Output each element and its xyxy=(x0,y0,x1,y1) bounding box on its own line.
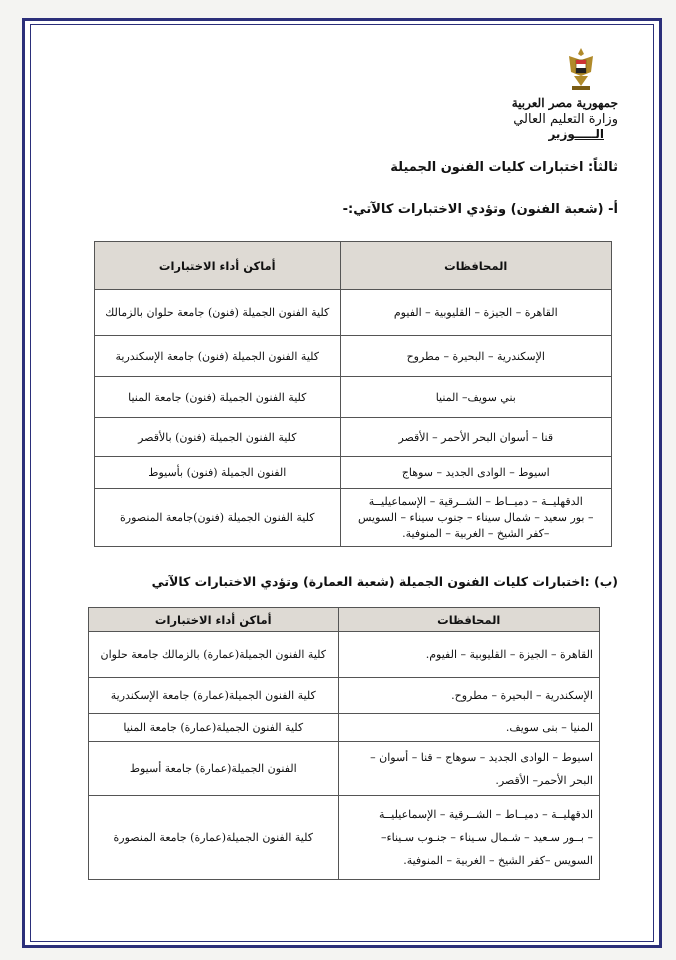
governorates-line: الدقهليــة – دميــاط – الشــرقية – الإسماعيليــة xyxy=(378,808,593,821)
governorates-line: الدقهليــة – دميــاط – الشــرقية – الإسماعيليــة xyxy=(368,494,583,508)
table-row xyxy=(95,336,612,377)
governorates-cell: قنا – أسوان البحر الأحمر – الأقصر xyxy=(340,418,611,457)
governorates-line: السويس –كفر الشيخ – الغربية – المنوفية. xyxy=(403,854,593,867)
eagle-emblem-icon xyxy=(566,46,596,92)
table-row xyxy=(95,457,612,489)
governorates-line: –كفر الشيخ – الغربية – المنوفية. xyxy=(402,526,550,540)
header-minister: الـــــوزير xyxy=(548,127,604,141)
table-b-header-places: أماكن أداء الاختبارات xyxy=(89,608,339,632)
governorates-line: البحر الأحمر– الأقصر. xyxy=(495,773,593,787)
exam-place-cell: كلية الفنون الجميلة(عمارة) جامعة الإسكندرية xyxy=(89,678,339,714)
exam-place-cell: كلية الفنون الجميلة(عمارة) بالزمالك جامعة حلوان xyxy=(89,632,339,678)
table-a-header-places: أماكن أداء الاختبارات xyxy=(95,242,341,290)
exam-place-cell: كلية الفنون الجميلة (فنون) جامعة الإسكندرية xyxy=(95,336,341,377)
governorates-line: – بــور سـعيد – شـمال سـيناء – جنـوب سـيناء– xyxy=(380,831,593,844)
table-row xyxy=(89,632,600,678)
exam-place-cell: كلية الفنون الجميلة (فنون) جامعة حلوان بالزمالك xyxy=(95,290,341,336)
table-b xyxy=(88,607,600,880)
section-b-title: (ب) :اختبارات كليات الفنون الجميلة (شعبة العمارة) وتؤدي الاختبارات كالآتي xyxy=(151,574,618,589)
section-a-title: أ- (شعبة الفنون) وتؤدي الاختبارات كالآتي:- xyxy=(342,202,618,217)
table-row xyxy=(95,489,612,547)
table-a-header-governorates: المحافظات xyxy=(340,242,611,290)
exam-place-cell: كلية الفنون الجميلة(عمارة) جامعة المنيا xyxy=(89,714,339,742)
governorates-cell: الإسكندرية – البحيرة – مطروح. xyxy=(338,678,599,714)
governorates-cell xyxy=(340,489,611,547)
table-row xyxy=(95,290,612,336)
table-row xyxy=(89,796,600,880)
governorates-cell xyxy=(338,796,599,880)
table-a-header-row xyxy=(95,242,612,290)
table-b-header-row xyxy=(89,608,600,632)
exam-place-cell: كلية الفنون الجميلة (فنون) جامعة المنيا xyxy=(95,377,341,418)
governorates-line: – بور سعيد – شمال سيناء – جنوب سيناء – السويس xyxy=(358,510,594,524)
table-row xyxy=(95,377,612,418)
governorates-cell: القاهرة – الجيزة – القليوبية – الفيوم xyxy=(340,290,611,336)
governorates-cell: القاهرة – الجيزة – القليوبية – الفيوم. xyxy=(338,632,599,678)
table-a xyxy=(94,241,612,547)
exam-place-cell: الفنون الجميلة(عمارة) جامعة أسيوط xyxy=(89,742,339,796)
exam-place-cell: كلية الفنون الجميلة (فنون)جامعة المنصورة xyxy=(95,489,341,547)
exam-place-cell: الفنون الجميلة (فنون) بأسيوط xyxy=(95,457,341,489)
governorates-cell xyxy=(338,742,599,796)
exam-place-cell: كلية الفنون الجميلة (فنون) بالأقصر xyxy=(95,418,341,457)
table-b-header-governorates: المحافظات xyxy=(338,608,599,632)
governorates-cell: الإسكندرية – البحيرة – مطروح xyxy=(340,336,611,377)
governorates-cell: اسيوط – الوادى الجديد – سوهاج xyxy=(340,457,611,489)
header-ministry: وزارة التعليم العالي xyxy=(513,112,618,127)
section-3-title: ثالثاً: اختبارات كليات الفنون الجميلة xyxy=(390,160,618,175)
table-row xyxy=(89,742,600,796)
governorates-cell: بني سويف– المنيا xyxy=(340,377,611,418)
governorates-line: اسيوط – الوادى الجديد – سوهاج – قنا – أسوان – xyxy=(370,750,593,764)
table-row xyxy=(95,418,612,457)
governorates-cell: المنيا – بنى سويف. xyxy=(338,714,599,742)
table-row xyxy=(89,678,600,714)
exam-place-cell: كلية الفنون الجميلة(عمارة) جامعة المنصورة xyxy=(89,796,339,880)
table-row xyxy=(89,714,600,742)
header-republic: جمهورية مصر العربية xyxy=(511,96,618,110)
